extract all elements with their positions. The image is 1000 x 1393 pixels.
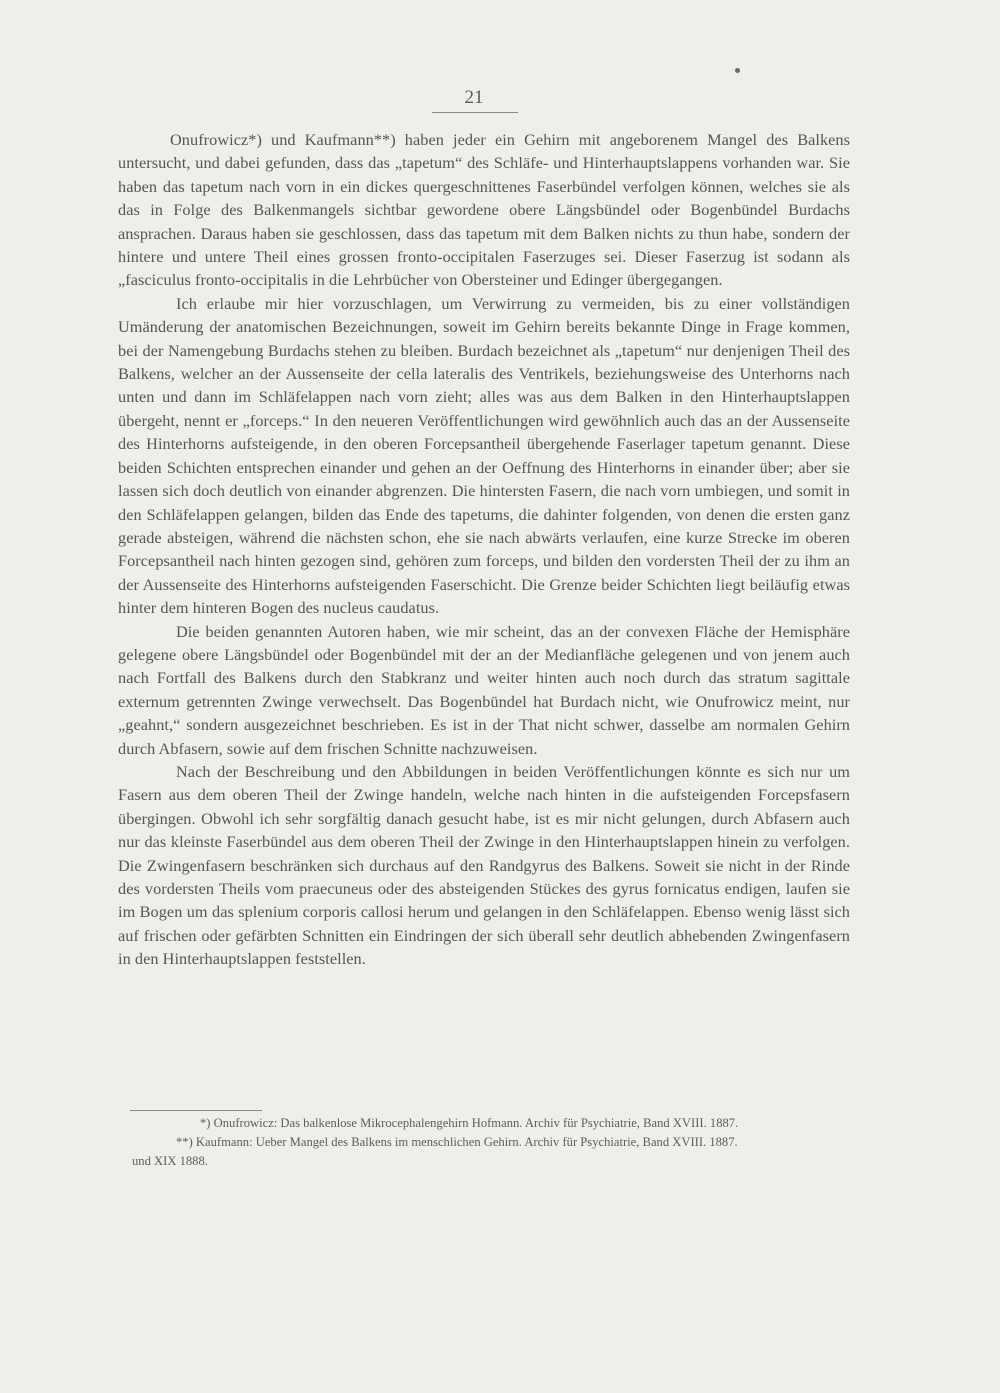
paragraph-1: Onufrowicz*) und Kaufmann**) haben jeder ein Gehirn mit angeborenem Mangel des Balkens untersucht, und dabei gefunden, dass das „tapetum“ des Schläfe- und Hinterhauptslappens vorhanden war. Sie haben das tapetum nach vorn in ein dickes quergeschnittenes Faserbündel verfolgen können, welches sie als das in Folge des Balkenmangels sichtbar gewordene obere Längsbündel oder Bogenbündel Burdachs ansprachen. Daraus haben sie geschlossen, dass das tapetum mit dem Balken nichts zu thun habe, sondern der hintere und untere Theil eines grossen fronto-occipitalen Faserzuges sei. Dieser Faserzug ist sodann als „fasciculus fronto-occipitalis in die Lehrbücher von Obersteiner und Edinger übergegangen.	[118, 130, 850, 290]
footnote-separator	[130, 1110, 262, 1111]
body-text	[118, 128, 850, 971]
paragraph-4: Nach der Beschreibung und den Abbildungen in beiden Veröffentlichungen könnte es sich nur um Fasern aus dem oberen Theil der Zwinge handeln, welche nach hinten in die aufsteigenden Forcepsfasern übergingen. Obwohl ich sehr sorgfältig danach gesucht habe, ist es mir nicht gelungen, durch Abfasern auch nur das kleinste Faserbündel aus dem oberen Theil der Zwinge in den Hinterhauptslappen hinein zu verfolgen. Die Zwingenfasern beschränken sich durchaus auf den Randgyrus des Balkens. Soweit sie nicht in der Rinde des vordersten Theils vom praecuneus oder des absteigenden Stückes des gyrus fornicatus endigen, laufen sie im Bogen um das splenium corporis callosi herum und gelangen in den Schläfelappen. Ebenso wenig lässt sich auf frischen oder gefärbten Schnitten ein Eindringen der sich überall sehr deutlich abhebenden Zwingenfasern in den Hinterhauptslappen feststellen.	[118, 761, 850, 969]
footnote-2-continuation: und XIX 1888.	[132, 1154, 208, 1168]
paragraph-2: Ich erlaube mir hier vorzuschlagen, um Verwirrung zu vermeiden, bis zu einer vollständigen Umänderung der anatomischen Bezeichnungen, soweit im Gehirn bereits bekannte Dinge in Frage kommen, bei der Namengebung Burdachs stehen zu bleiben. Burdach bezeichnet als „tapetum“ nur denjenigen Theil des Balkens, welcher an der Aussenseite der cella lateralis des Ventrikels, beziehungsweise des Unterhorns nach unten und dann im Schläfelappen nach vorn zieht; alles was aus dem Balken in den Hinterhauptslappen übergeht, nennt er „forceps.“ In den neueren Veröffentlichungen wird gewöhnlich auch das an der Aussenseite des Hinterhorns aufsteigende, in den oberen Forcepsantheil übergehende Faserlager tapetum genannt. Diese beiden Schichten entsprechen einander und gehen an der Oeffnung des Hinterhorns in einander über; aber sie lassen sich doch deutlich von einander abgrenzen. Die hintersten Fasern, die nach vorn umbiegen, und somit in den Schläfelappen gelangen, bilden das Ende des tapetums, die dahinter folgenden, von denen die ersten ganz gerade absteigen, während die nächsten schon, ehe sie nach abwärts verlaufen, eine kurze Strecke im oberen Forcepsantheil nach hinten gezogen sind, gehören zum forceps, und bilden den vordersten Theil der zu ihm an der Aussenseite des Hinterhorns aufsteigenden Faserschicht. Die Grenze beider Schichten liegt beiläufig etwas hinter dem hinteren Bogen des nucleus caudatus.	[118, 293, 850, 618]
paragraph-3: Die beiden genannten Autoren haben, wie mir scheint, das an der convexen Fläche der Hemisphäre gelegene obere Längsbündel oder Bogenbündel mit der an der Medianfläche gelegenen und von jenem auch nach Fortfall des Balkens durch den Stabkranz und weiter hinten auch noch durch das stratum sagittale externum getrennten Zwinge verwechselt. Das Bogenbündel hat Burdach nicht, wie Onufrowicz meint, nur „geahnt,“ sondern ausgezeichnet beschrieben. Es ist in der That nicht schwer, dasselbe am normalen Gehirn durch Abfasern, sowie auf dem frischen Schnitte nachzuweisen.	[118, 621, 850, 758]
footnote-2: **) Kaufmann: Ueber Mangel des Balkens im menschlichen Gehirn. Archiv für Psychiatrie, Band XVIII. 1887.	[176, 1135, 738, 1149]
page-number: 21	[464, 87, 484, 108]
footnotes	[132, 1114, 862, 1171]
ink-dot	[735, 68, 740, 73]
footnote-1: *) Onufrowicz: Das balkenlose Mikrocephalengehirn Hofmann. Archiv für Psychiatrie, Band XVIII. 1887.	[200, 1116, 739, 1130]
page-number-rule	[432, 112, 518, 113]
